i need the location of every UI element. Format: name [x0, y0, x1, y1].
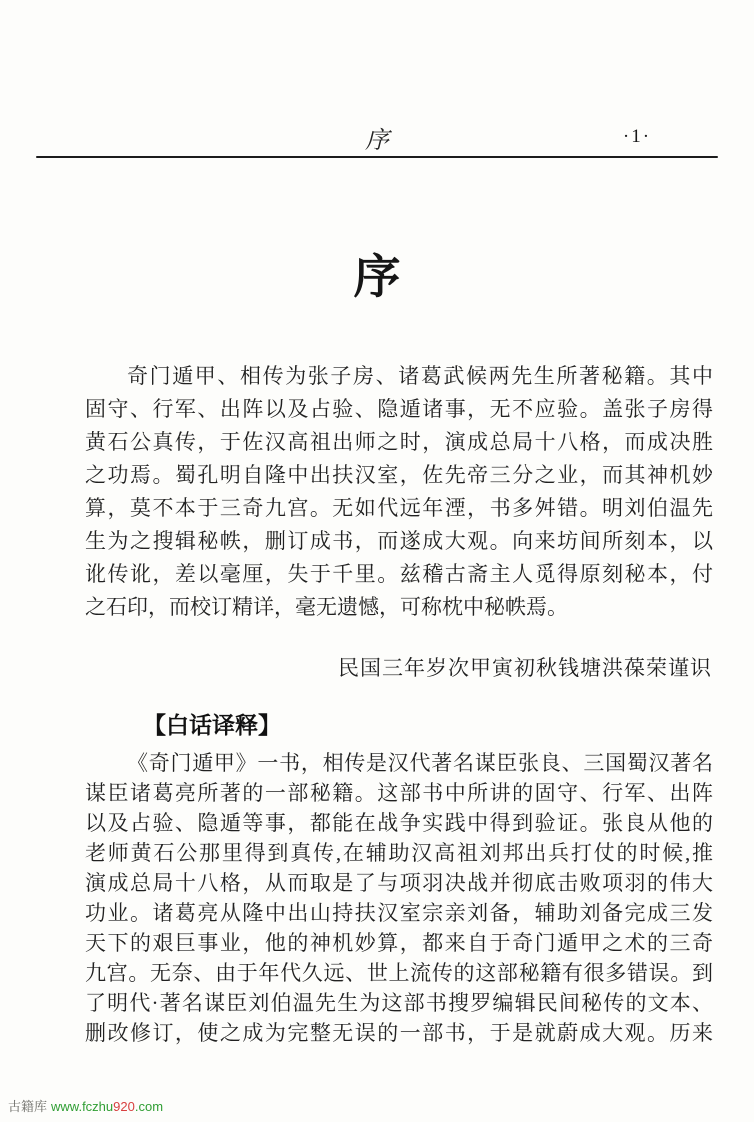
preface-line: 之功焉。蜀孔明自隆中出扶汉室，佐先帝三分之业，而其神机妙 — [85, 463, 713, 487]
translation-line: 天下的艰巨事业，他的神机妙算，都来自于奇门遁甲之术的三奇 — [85, 931, 713, 955]
preface-line: 固守、行军、出阵以及占验、隐遁诸事，无不应验。盖张子房得 — [85, 397, 713, 421]
preface-paragraph — [85, 360, 713, 624]
translation-line: 谋臣诸葛亮所著的一部秘籍。这部书中所讲的固守、行军、出阵 — [85, 781, 713, 805]
translation-line: 了明代·著名谋臣刘伯温先生为这部书搜罗编辑民间秘传的文本、 — [85, 991, 713, 1015]
running-header-title: 序 — [365, 128, 389, 154]
page-title: 序 — [353, 252, 401, 304]
translation-line: 演成总局十八格，从而取是了与项羽决战并彻底击败项羽的伟大 — [85, 871, 713, 895]
watermark-label: 古籍库 — [8, 1099, 48, 1114]
translation-line: 以及占验、隐遁等事，都能在战争实践中得到验证。张良从他的 — [85, 811, 713, 835]
watermark-url-suffix: .com — [134, 1099, 164, 1114]
translation-paragraph — [85, 748, 713, 1048]
preface-attribution: 民国三年岁次甲寅初秋钱塘洪葆荣谨识 — [338, 656, 712, 680]
preface-line: 讹传讹，差以毫厘，失于千里。兹稽古斋主人觅得原刻秘本，付 — [85, 562, 713, 586]
translation-line: 《奇门遁甲》一书，相传是汉代著名谋臣张良、三国蜀汉著名 — [127, 751, 713, 775]
preface-line: 奇门遁甲、相传为张子房、诸葛武候两先生所著秘籍。其中 — [127, 364, 713, 388]
translation-line: 功业。诸葛亮从隆中出山持扶汉室宗亲刘备，辅助刘备完成三发 — [85, 901, 713, 925]
translation-section-heading: 【白话译释】 — [143, 712, 281, 738]
watermark-url-highlight: 920 — [113, 1099, 135, 1114]
watermark-url-prefix: www.fczhu — [51, 1099, 114, 1114]
translation-line: 老师黄石公那里得到真传,在辅助汉高祖刘邦出兵打仗的时候,推 — [85, 841, 713, 865]
preface-line: 黄石公真传，于佐汉高祖出师之时，演成总局十八格，而成决胜 — [85, 430, 713, 454]
header-rule — [36, 156, 718, 158]
preface-line: 生为之搜辑秘帙，删订成书，而遂成大观。向来坊间所刻本，以 — [85, 529, 713, 553]
preface-line: 之石印，而校订精详，毫无遗憾，可称枕中秘帙焉。 — [85, 595, 568, 619]
preface-line: 算，莫不本于三奇九宫。无如代远年湮，书多舛错。明刘伯温先 — [85, 496, 713, 520]
site-watermark — [8, 1096, 163, 1115]
page-number: ·1· — [622, 126, 652, 147]
translation-line: 九宫。无奈、由于年代久远、世上流传的这部秘籍有很多错误。到 — [85, 961, 713, 985]
translation-line: 删改修订，使之成为完整无误的一部书，于是就蔚成大观。历来 — [85, 1021, 713, 1045]
